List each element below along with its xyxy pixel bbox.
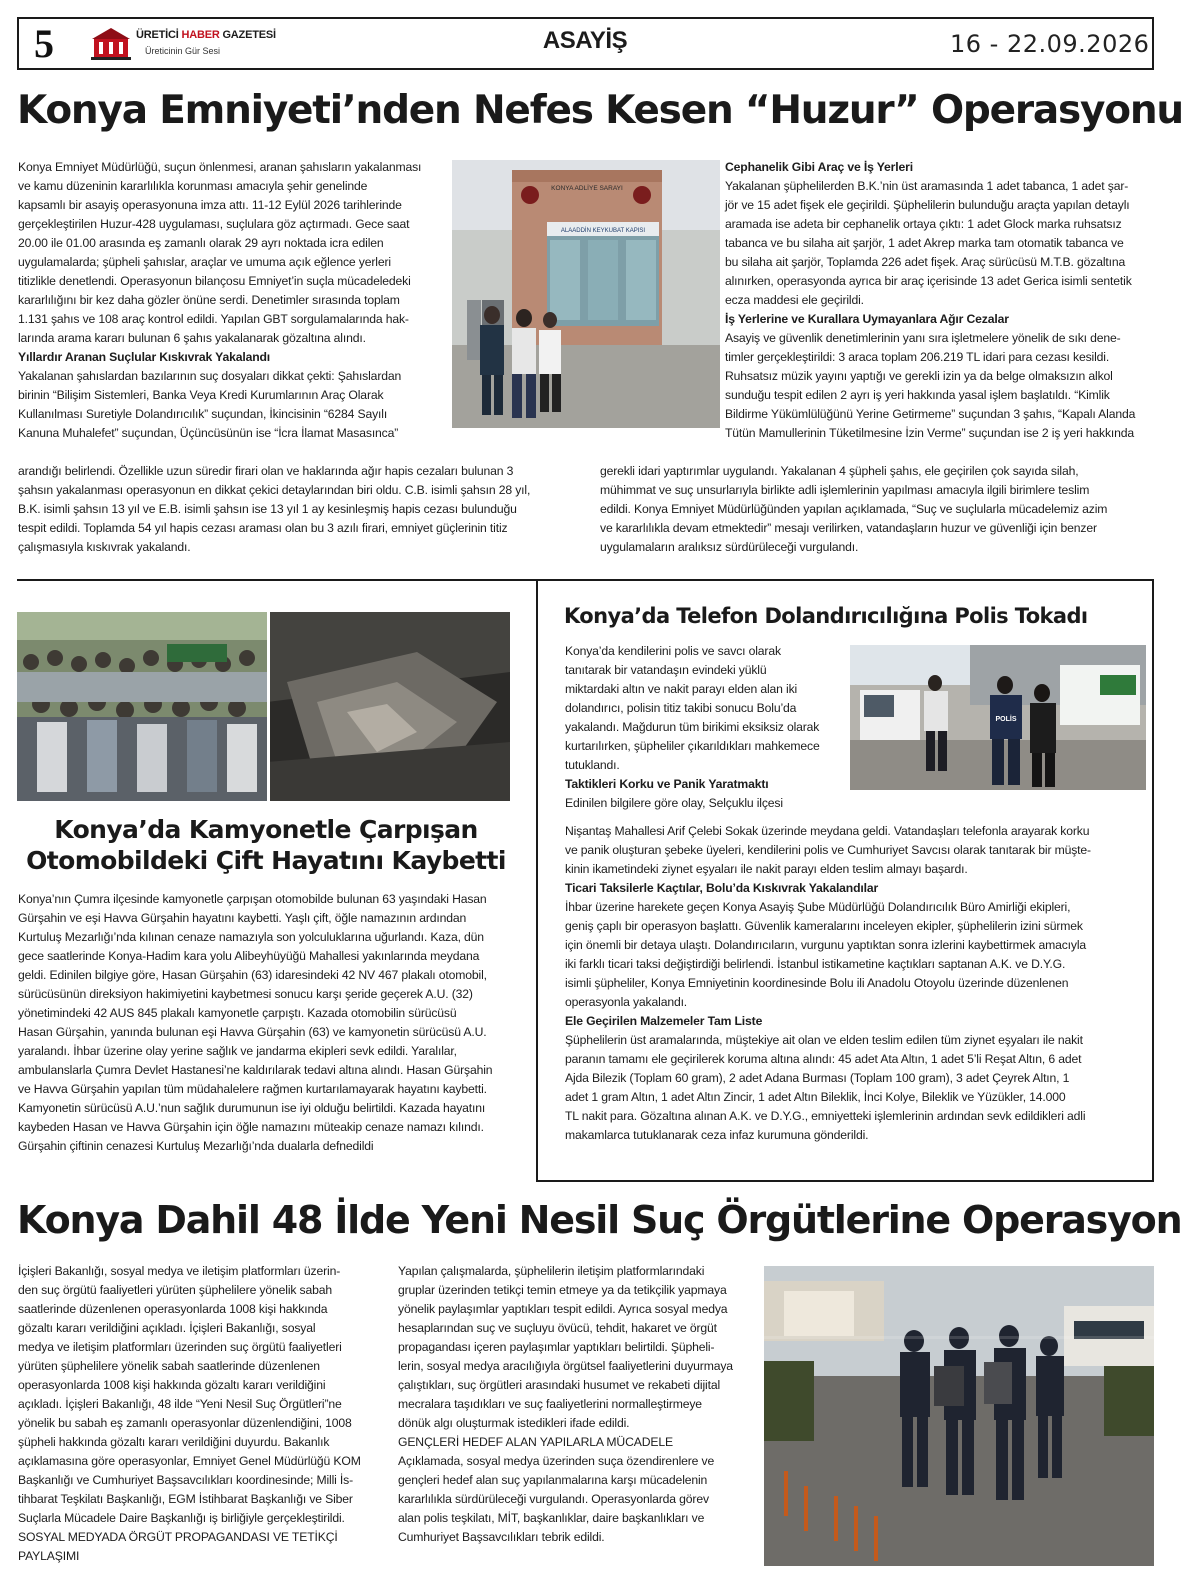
text-line: tespit edildi. Toplamda 54 yıl hapis cezası araması olan bu 3 azılı firari, emniyet güçlerinin titiz — [18, 521, 508, 535]
text-line: Şüphelilerin üst aramalarında, müştekiye ait olan ve elden teslim edilen tüm ziynet eşyaları ile nakit — [565, 1033, 1083, 1047]
article-4-column-1 — [18, 1262, 390, 1566]
text-line: tabanca ve bu silaha ait şarjör, 1 adet Akrep marka tam otomatik tabanca ve — [725, 236, 1124, 250]
text-line: mecralara taşıdıkları ve suç faaliyetlerini normalleştirmeye — [398, 1397, 702, 1411]
text-line: Konya’nın Çumra ilçesinde kamyonetle çarpışan otomobilde bulunan 63 yaşındaki Hasan — [18, 892, 487, 906]
text-line: miktardaki altın ve nakit parayı elden alan iki — [565, 682, 798, 696]
text-line: Yakalanan şüphelilerden B.K.’nin üst aramasında 1 adet tabanca, 1 adet şar- — [725, 179, 1129, 193]
text-line: tihbarat Teşkilatı Başkanlığı, EGM İstihbarat Başkanlığı ve Siber — [18, 1492, 353, 1506]
text-line: kinin ikametindeki ziynet eşyaları ile nakit parayı elden teslim almayı başardı. — [565, 862, 968, 876]
text-line: Gürşahin çiftinin cenazesi Kurtuluş Mezarlığı’nda dualarla defnedildi — [18, 1139, 374, 1153]
article-3-intro — [565, 642, 850, 813]
text-line: propagandası içeren paylaşımlar yaptıkları belirtildi. Şüpheli- — [398, 1340, 715, 1354]
text-line: arandığı belirlendi. Özellikle uzun süredir firari olan ve haklarında ağır hapis cezaları bulunan 3 — [18, 464, 514, 478]
article-3-subheading-1: Taktikleri Korku ve Panik Yaratmaktı — [565, 777, 769, 791]
text-line: için önemli bir detaya ulaştı. Dolandırıcıların, vurgunu yaptıktan sonra izlerini kaybettirmek amacıyla — [565, 938, 1087, 952]
article-1-headline: Konya Emniyeti’nden Nefes Kesen “Huzur” Operasyonu — [17, 88, 1183, 133]
article-2-headline — [17, 814, 515, 876]
text-line: yönelik bu sabah eş zamanlı operasyonlar düzenlendiğini, 1008 — [18, 1416, 352, 1430]
article-3-subheading-2: Ticari Taksilerle Kaçtılar, Bolu’da Kıskıvrak Yakalandılar — [565, 881, 879, 895]
article-3-headline: Konya’da Telefon Dolandırıcılığına Polis Tokadı — [564, 604, 1088, 628]
text-line: şüpheli hakkında gözaltı kararı verildiğini duyurdu. Bakanlık — [18, 1435, 330, 1449]
text-line: hesaplarından suç ve suçluyu övücü, tehdit, hakaret ve örgüt — [398, 1321, 717, 1335]
headline-line: Konya’da Kamyonetle Çarpışan — [54, 815, 478, 844]
text-line: Yapılan çalışmalarda, şüphelilerin iletişim platformlarındaki — [398, 1264, 705, 1278]
text-line: ambulanslarla Çumra Devlet Hastanesi’ne kaldırılarak tedavi altına alındı. Hasan Gürşahin — [18, 1063, 493, 1077]
text-line: tanıtarak bir vatandaşın evindeki yüklü — [565, 663, 767, 677]
text-line: ve kararlılıkla devam etmektedir” mesajı verilirken, vatandaşların huzur ve güvenliği için benzer — [600, 521, 1097, 535]
text-line: Açıklamada, sosyal medya üzerinden suça özendirenlere ve — [398, 1454, 715, 1468]
text-line: saatlerinde düzenlenen operasyonlarda 1008 kişi hakkında — [18, 1302, 328, 1316]
text-line: larında arama kararı bulunan 6 şahıs yakalanarak gözaltına alındı. — [18, 331, 366, 345]
text-line: uygulamaların aralıksız sürdürüleceği vurgulandı. — [600, 540, 859, 554]
text-line: yönetimindeki 42 AUS 845 plakalı kamyonetle çarpıştı. Kazada otomobilin sürücüsü — [18, 1006, 457, 1020]
text-line: Yakalanan şahıslardan bazılarının suç dosyaları dikkat çekti: Şahıslardan — [18, 369, 402, 383]
text-line: Gürşahin ve eşi Havva Gürşahin hayatını kaybetti. Yaşlı çift, öğle namazının ardından — [18, 911, 467, 925]
text-line: timler gerçekleştirildi: 3 araca toplam 206.219 TL idari para cezası kesildi. — [725, 350, 1110, 364]
text-line: Cumhuriyet Başsavcılıkları tebrik edildi. — [398, 1530, 605, 1544]
text-line: alan polis teşkilatı, MİT, başkanlıklar, daire başkanlıkları ve — [398, 1511, 705, 1525]
text-line: SOSYAL MEDYADA ÖRGÜT PROPAGANDASI VE TETİKÇİ PAYLAŞIMI — [18, 1530, 338, 1563]
text-line: gençleri hedef alan suç yapılanmalarına karşı mücadelenin — [398, 1473, 708, 1487]
text-line: operasyonlarda 1008 kişi hakkında gözaltı kararı verildiğini — [18, 1378, 326, 1392]
article-3-body — [565, 822, 1150, 1145]
text-line: Hasan Gürşahin, yanında bulunan eşi Havva Gürşahin (63) ve kamyonetin sürücüsü A.U. — [18, 1025, 487, 1039]
text-line: isimli şüpheliler, Konya Emniyetinin koordinesinde Bolu ili Anadolu Otoyolu üzerinde düzenlenen — [565, 976, 1069, 990]
text-line: bu silaha ait şarjör, Toplamda 226 adet fişek. Araç sürücüsü M.T.B. gözaltına — [725, 255, 1126, 269]
article-4-headline: Konya Dahil 48 İlde Yeni Nesil Suç Örgütlerine Operasyon — [17, 1198, 1182, 1242]
text-line: dönük algı oluşturmak istedikleri ifade edildi. — [398, 1416, 630, 1430]
text-line: ve kamu düzeninin kararlılıkla korunması amacıyla şehir genelinde — [18, 179, 368, 193]
text-line: kurtarılırken, şüpheliler çıkarıldıkları mahkemece — [565, 739, 820, 753]
text-line: lerin, sosyal medya aracılığıyla örgütsel faaliyetlerini duyurmaya — [398, 1359, 733, 1373]
text-line: sürücüsünün direksiyon hakimiyetini kaybetmesi sonucu karşı şeride geçerek A.U. (32) — [18, 987, 473, 1001]
text-line: Suçlarla Mücadele Daire Başkanlığı iş birliğiyle gerçekleştirildi. — [18, 1511, 345, 1525]
text-line: Bildirme Yükümlülüğünü Yerine Getirmeme” suçundan 3 şahıs, “Kapalı Alanda — [725, 407, 1136, 421]
newspaper-logo-name: ÜRETİCİ HABER GAZETESİ — [136, 29, 276, 41]
text-line: Nişantaş Mahallesi Arif Çelebi Sokak üzerinde meydana geldi. Vatandaşları telefonla arayarak korku — [565, 824, 1090, 838]
text-line: Ajda Bilezik (Toplam 60 gram), 2 adet Adana Burması (Toplam 100 gram), 3 adet Çeyrek Altın, 1 — [565, 1071, 1070, 1085]
text-line: Kamyonetin sürücüsü A.U.’nun sağlık durumunun ise iyi olduğu belirtildi. Kazada hayatını — [18, 1101, 486, 1115]
text-line: Kurtuluş Mezarlığı’nda kılınan cenaze namazıyla son yolculuklarına uğurlandı. Kaza, dün — [18, 930, 484, 944]
text-line: operasyonla yakalandı. — [565, 995, 688, 1009]
text-line: edildi. Konya Emniyet Müdürlüğünden yapılan açıklamada, “Suç ve suçlularla mücadelemiz azim — [600, 502, 1108, 516]
text-line: uygulamalarda; şüpheli şahıslar, araçlar ve umuma açık eğlence yerleri — [18, 255, 391, 269]
article-2-photo-collage — [17, 612, 510, 801]
newspaper-slogan: Üreticinin Gür Sesi — [145, 46, 221, 56]
page-number: 5 — [34, 21, 54, 66]
text-line: geniş çaplı bir operasyon başlattı. Güvenlik kameralarını inceleyen ekipler, şüphelilerin izini sürmek — [565, 919, 1083, 933]
text-line: yakalandı. Mağdurun tüm birikimi eksiksiz olarak — [565, 720, 820, 734]
gate-sign: ALAADDİN KEYKUBAT KAPISI — [560, 228, 646, 234]
text-line: TL nakit para. Gözaltına alınan A.K. ve D.Y.G., emniyetteki işlemlerinin ardından sevk edildikleri adli — [565, 1109, 1086, 1123]
text-line: Başkanlığı ve Cumhuriyet Başsavcılıkları koordinesinde; Milli İs- — [18, 1473, 354, 1487]
text-line: paranın tamamı ele geçirilerek koruma altına alındı: 45 adet Ata Altın, 1 adet 5’li Reşat Altın, 6 adet — [565, 1052, 1082, 1066]
section-label: ASAYİŞ — [542, 27, 628, 54]
text-line: Asayiş ve güvenlik denetimlerinin yanı sıra işletmelere yönelik de sıkı dene- — [725, 331, 1121, 345]
text-line: ve Havva Gürşahin yapılan tüm müdahalelere rağmen kurtarılamayarak hayatını kaybetti. — [18, 1082, 487, 1096]
text-line: dolandırıcı, polisin titiz takibi sonucu Bolu’da — [565, 701, 797, 715]
text-line: Tütün Mamullerinin Tüketilmesine İzin Verme” suçundan ise 2 iş yeri hakkında — [725, 426, 1135, 440]
text-line: kararlılıkla sürdürüleceği vurgulandı. Operasyonlarda görev — [398, 1492, 709, 1506]
text-line: sunduğu tespit edilen 2 ayrı iş yeri hakkında yasal işlem başlatıldı. “Kimlik — [725, 388, 1110, 402]
article-1-photo-courthouse — [452, 160, 720, 428]
text-line: çalıştıkları, suç örgütleri arasındaki husumet ve rekabeti dijital — [398, 1378, 721, 1392]
text-line: Konya’da kendilerini polis ve savcı olarak — [565, 644, 781, 658]
text-line: gruplar üzerinden tetikçi temin etmeye ya da tetikçilik yapmaya — [398, 1283, 727, 1297]
text-line: makamlarca tutuklanarak ceza infaz kurumuna gönderildi. — [565, 1128, 869, 1142]
text-line: aramada ise adeta bir cephanelik ortaya çıktı: 1 adet Glock marka ruhsatsız — [725, 217, 1122, 231]
article-1-column-1-wide — [18, 462, 578, 557]
text-line: Konya Emniyet Müdürlüğü, suçun önlenmesi, aranan şahısların yakalanması — [18, 160, 422, 174]
text-line: mühimmat ve suç unsurlarıyla birlikte adli işlemlerinin yapılması amacıyla ilgili birimlere teslim — [600, 483, 1090, 497]
text-line: şahsın yakalanması operasyonun en dikkat çekici detaylarından biri oldu. C.B. isimli şahsın 28 yıl, — [18, 483, 531, 497]
text-line: İçişleri Bakanlığı, sosyal medya ve iletişim platformları üzerin- — [18, 1264, 341, 1278]
text-line: GENÇLERİ HEDEF ALAN YAPILARLA MÜCADELE — [398, 1435, 673, 1449]
text-line: İhbar üzerine harekete geçen Konya Asayiş Şube Müdürlüğü Dolandırıcılık Büro Amirliği ekipleri, — [565, 900, 1071, 914]
text-line: tutuklandı. — [565, 758, 620, 772]
text-line: 20.00 ile 01.00 arasında eş zamanlı olarak 29 ayrı noktada icra edilen — [18, 236, 384, 250]
text-line: yaralandı. İhbar üzerine olay yerine sağlık ve jandarma ekipleri sevk edildi. Yaralılar, — [18, 1044, 457, 1058]
article-3-subheading-3: Ele Geçirilen Malzemeler Tam Liste — [565, 1014, 763, 1028]
issue-date: 16 - 22.09.2026 — [950, 30, 1150, 58]
text-line: 1.131 şahıs ve 108 araç kontrol edildi. Yapılan GBT sorgulamalarında hak- — [18, 312, 409, 326]
text-line: yönelik paylaşımlar yaptıkları tespit edildi. Ayrıca sosyal medya — [398, 1302, 728, 1316]
article-4-photo-suspects — [764, 1266, 1154, 1566]
text-line: çalışmasıyla kıskıvrak yakalandı. — [18, 540, 191, 554]
text-line: jör ve 15 adet fişek ele geçirildi. Şüphelilerin bulunduğu araçta yapılan detaylı — [725, 198, 1130, 212]
article-1-subheading-1: Yıllardır Aranan Suçlular Kıskıvrak Yakalandı — [18, 350, 271, 364]
article-4-column-2 — [398, 1262, 758, 1547]
text-line: Edinilen bilgilere göre olay, Selçuklu ilçesi — [565, 796, 783, 810]
article-1-column-2 — [725, 158, 1155, 443]
text-line: açıkladı. İçişleri Bakanlığı, 48 ilde “Yeni Nesil Suç Örgütleri”ne — [18, 1397, 342, 1411]
article-3-photo-police — [850, 645, 1146, 790]
article-1-subheading-3: İş Yerlerine ve Kurallara Uymayanlara Ağır Cezalar — [725, 312, 1009, 326]
text-line: medya ve iletişim platformları üzerinden suç örgütü faaliyetleri — [18, 1340, 342, 1354]
text-line: Ruhsatsız müzik yayını yaptığı ve gerekli izin ya da belge olmaksızın alkol — [725, 369, 1113, 383]
text-line: adet 1 gram Altın, 1 adet Altın Zincir, 1 adet Altın Bileklik, İnci Kolye, Bileklik ve Yüzükler, 14.000 — [565, 1090, 1066, 1104]
text-line: gerekli idari yaptırımlar uygulandı. Yakalanan 4 şüpheli şahıs, ele geçirilen çok sayıda silah, — [600, 464, 1079, 478]
article-2-body — [18, 890, 523, 1156]
text-line: B.K. isimli şahsın 13 yıl ve E.B. isimli şahsın ise 13 yıl 1 ay kesinleşmiş hapis cezası bulunduğu — [18, 502, 517, 516]
text-line: iki farklı ticari taksi değiştirdiği belirlendi. İstanbul istikametine kaçtıkları saptanan A.K. ve D.Y.G. — [565, 957, 1066, 971]
text-line: birinin “Bilişim Sistemleri, Banka Veya Kredi Kurumlarının Araç Olarak — [18, 388, 384, 402]
text-line: gerçekleştirilen Huzur-428 uygulaması, suçlulara göz açtırmadı. Gece saat — [18, 217, 410, 231]
article-1-column-2-wide — [600, 462, 1155, 557]
text-line: den suç örgütü faaliyetleri yürüten şüphelilere yönelik sabah — [18, 1283, 333, 1297]
text-line: gece saatlerinde Konya-Hadim kara yolu Alibeyhüyüğü Mahallesi yakınlarında meydana — [18, 949, 480, 963]
text-line: kararlılığını bir kez daha gözler önüne serdi. Denetimler sırasında toplam — [18, 293, 400, 307]
text-line: ve panik oluşturan şebeke üyeleri, kendilerini polis ve Cumhuriyet Savcısı olarak tanıtarak bir müşte- — [565, 843, 1091, 857]
text-line: kapsamlı bir asayiş operasyonuna imza attı. 11-12 Eylül 2026 tarihlerinde — [18, 198, 402, 212]
text-line: gözaltı kararı verildiğini açıkladı. İçişleri Bakanlığı, sosyal — [18, 1321, 316, 1335]
text-line: ecza maddesi ele geçirildi. — [725, 293, 864, 307]
text-line: geldi. Edinilen bilgiye göre, Hasan Gürşahin (63) idaresindeki 42 NV 467 plakalı otomobil, — [18, 968, 487, 982]
text-line: Kanuna Muhalefet” suçundan, Üçüncüsünün ise “İcra İlamat Masasınca” — [18, 426, 399, 440]
text-line: titizlikle denetlendi. Operasyonun bilançosu Emniyet’in suçla mücadeledeki — [18, 274, 411, 288]
text-line: Kullanılması Suretiyle Dolandırıcılık” suçundan, İkincisinin “6284 Sayılı — [18, 407, 388, 421]
text-line: açıklamasına göre operasyonlar, Emniyet Genel Müdürlüğü KOM — [18, 1454, 361, 1468]
headline-line: Otomobildeki Çift Hayatını Kaybetti — [26, 846, 506, 875]
text-line: yürüten şüphelilere yönelik sabah saatlerinde düzenlenen — [18, 1359, 320, 1373]
text-line: alınırken, operasyonda ayrıca bir araç içerisinde 13 adet Gerica isimli sentetik — [725, 274, 1132, 288]
article-1-subheading-2: Cephanelik Gibi Araç ve İş Yerleri — [725, 160, 913, 174]
article-1-column-1 — [18, 158, 448, 443]
police-vest-text: POLİS — [995, 716, 1017, 723]
text-line: kaybeden Hasan ve Havva Gürşahin için öğle namazını müteakip cenaze namazı kılındı. — [18, 1120, 484, 1134]
courthouse-sign: KONYA ADLİYE SARAYI — [551, 185, 623, 192]
